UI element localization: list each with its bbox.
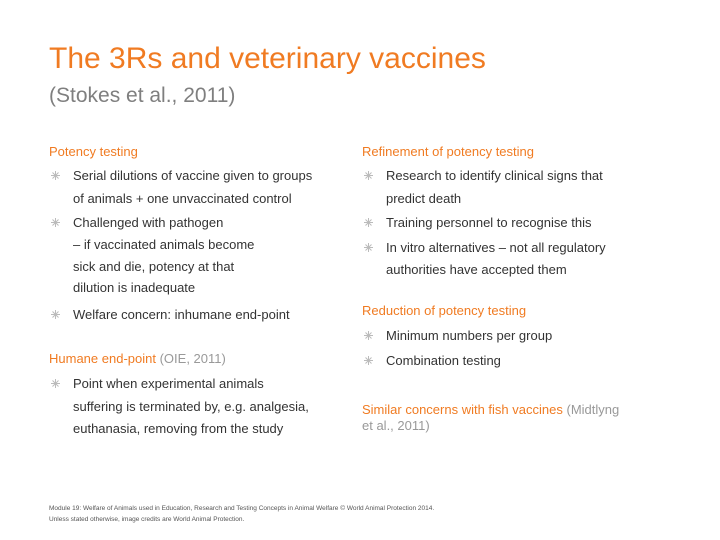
refinement-item-2-line-1: Training personnel to recognise this [386,215,592,230]
potency-item-2-line-3: sick and die, potency at that [73,259,235,274]
potency-item-2-line-1: Challenged with pathogen [73,215,224,230]
refinement-heading: Refinement of potency testing [362,144,534,159]
potency-item-2-line-2: – if vaccinated animals become [73,237,255,252]
potency-item-3-line-1: Welfare concern: inhumane end-point [73,307,290,322]
humane-item-line-1: Point when experimental animals [73,376,264,391]
reduction-item-2-line-1: Combination testing [386,353,501,368]
humane-endpoint-source: (OIE, 2011) [159,351,226,366]
bullet-cross-icon [364,218,373,227]
bullet-cross-icon [51,310,60,319]
humane-item-line-2: suffering is terminated by, e.g. analgesia, [73,399,309,414]
bullet-cross-icon [364,243,373,252]
bullet-cross-icon [364,356,373,365]
reduction-item-1-line-1: Minimum numbers per group [386,328,553,343]
footer-copyright: Module 19: Welfare of Animals used in Education, Research and Testing Concepts in Animal Welfare © World Animal Protection 2014. [49,505,435,512]
potency-item-1-line-1: Serial dilutions of vaccine given to groups [73,168,313,183]
humane-item-line-3: euthanasia, removing from the study [73,421,284,436]
refinement-item-3-line-1: In vitro alternatives – not all regulatory [386,240,606,255]
bullet-cross-icon [364,171,373,180]
fish-vaccines-source-1: (Midtlyng [566,402,620,417]
slide-title: The 3Rs and veterinary vaccines [49,42,486,75]
footer [49,503,434,525]
humane-endpoint-heading [49,351,226,366]
bullet-cross-icon [364,331,373,340]
fish-vaccines-heading [362,402,619,417]
bullet-cross-icon [51,379,60,388]
potency-item-2-line-4: dilution is inadequate [73,280,196,295]
refinement-item-1-line-1: Research to identify clinical signs that [386,168,603,183]
refinement-item-1-line-2: predict death [386,191,462,206]
bullet-cross-icon [51,218,60,227]
potency-item-1-line-2: of animals + one unvaccinated control [73,191,292,206]
fish-vaccines-title: Similar concerns with fish vaccines [362,402,563,417]
reduction-heading: Reduction of potency testing [362,303,527,318]
slide-subtitle: (Stokes et al., 2011) [49,84,236,107]
footer-credits: Unless stated otherwise, image credits are World Animal Protection. [49,516,245,523]
bullet-cross-icon [51,171,60,180]
humane-endpoint-title: Humane end-point [49,351,156,366]
refinement-item-3-line-2: authorities have accepted them [386,262,567,277]
fish-vaccines-source-2: et al., 2011) [362,418,430,433]
potency-testing-heading: Potency testing [49,144,138,159]
